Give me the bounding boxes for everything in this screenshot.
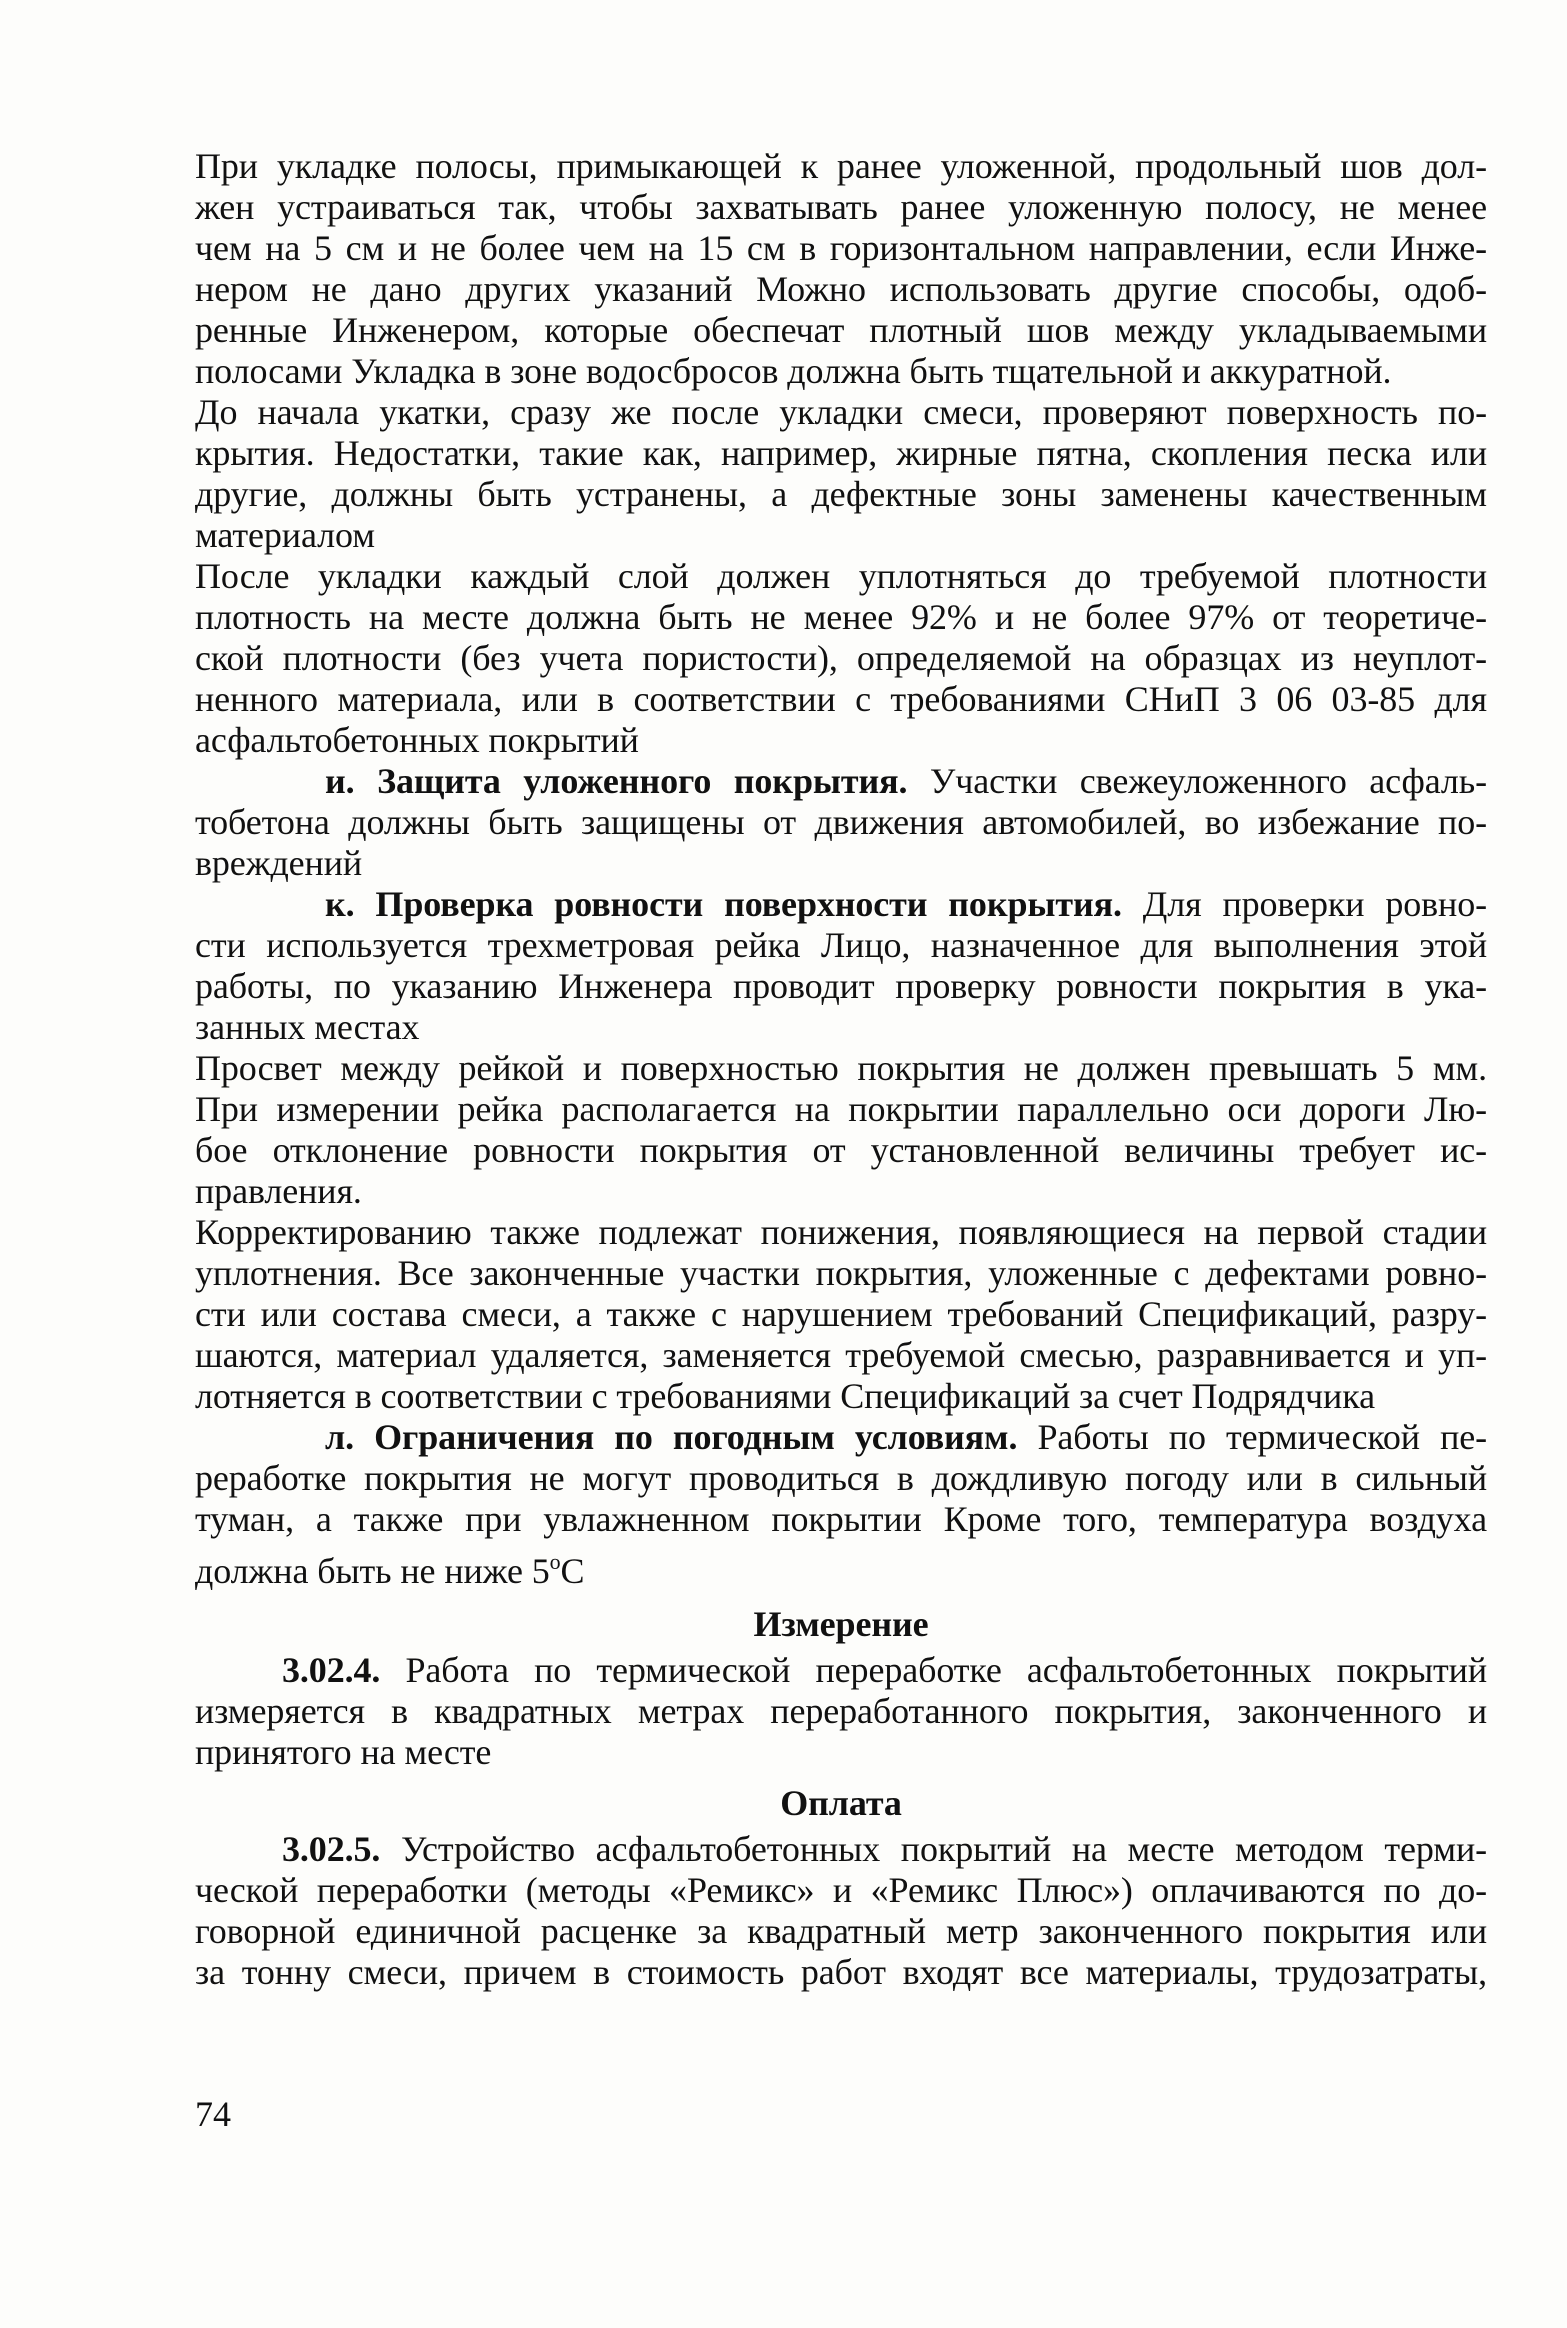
text-line: туман, а также при увлажненном покрытии Кроме того, температура воздуха	[195, 1499, 1487, 1539]
text-line: При измерении рейка располагается на покрытии параллельно оси дороги Лю-	[195, 1089, 1487, 1129]
text-line: тобетона должны быть защищены от движения автомобилей, во избежание по-	[195, 802, 1487, 842]
text-line: уплотнения. Все законченные участки покрытия, уложенные с дефектами ровно-	[195, 1253, 1487, 1293]
text-line	[195, 1417, 1487, 1458]
text-run: Работы по термической пе-	[1017, 1417, 1488, 1457]
text-line: Просвет между рейкой и поверхностью покрытия не должен превышать 5 мм.	[195, 1048, 1487, 1088]
text-line	[195, 761, 1487, 802]
section-heading-measurement: Измерение	[753, 1604, 929, 1644]
text-line: При укладке полосы, примыкающей к ранее уложенной, продольный шов дол-	[195, 146, 1487, 186]
text-line: После укладки каждый слой должен уплотняться до требуемой плотности	[195, 556, 1487, 596]
paragraph-protection	[195, 761, 1487, 884]
paragraph-surface-check	[195, 392, 1487, 556]
item-heading: л. Ограничения по погодным условиям.	[325, 1417, 1018, 1457]
text-line: реработке покрытия не могут проводиться в дождливую погоду или в сильный	[195, 1458, 1487, 1498]
text-line: лотняется в соответствии с требованиями Спецификаций за счет Подрядчика	[195, 1376, 1375, 1416]
text-line: До начала укатки, сразу же после укладки смеси, проверяют поверхность по-	[195, 392, 1487, 432]
section-number: 3.02.5.	[282, 1829, 381, 1869]
paragraph-longitudinal-seam	[195, 146, 1487, 392]
text-line: правления.	[195, 1171, 362, 1211]
text-line	[195, 884, 1487, 925]
text-line	[195, 1829, 1487, 1870]
text-line: Корректированию также подлежат понижения, появляющиеся на первой стадии	[195, 1212, 1487, 1252]
text-line: сти используется трехметровая рейка Лицо, назначенное для выполнения этой	[195, 925, 1487, 965]
text-line: сти или состава смеси, а также с нарушением требований Спецификаций, разру-	[195, 1294, 1487, 1334]
text-line: ческой переработки (методы «Ремикс» и «Ремикс Плюс») оплачиваются по до-	[195, 1870, 1487, 1910]
text-run: C	[560, 1551, 585, 1591]
text-line: измеряется в квадратных метрах переработанного покрытия, законченного и	[195, 1691, 1487, 1731]
paragraph-section-3-02-5	[195, 1829, 1487, 1993]
item-heading: и. Защита уложенного покрытия.	[325, 761, 908, 801]
item-heading: к. Проверка ровности поверхности покрытия.	[325, 884, 1122, 924]
page-number: 74	[195, 2094, 231, 2134]
text-line: за тонну смеси, причем в стоимость работ входят все материалы, трудозатраты,	[195, 1952, 1487, 1992]
text-line: ской плотности (без учета пористости), определяемой на образцах из неуплот-	[195, 638, 1487, 678]
text-line: работы, по указанию Инженера проводит проверку ровности покрытия в ука-	[195, 966, 1487, 1006]
paragraph-evenness-check	[195, 884, 1487, 1048]
text-run: Для проверки ровно-	[1121, 884, 1487, 924]
text-line	[195, 1650, 1487, 1691]
paragraph-section-3-02-4	[195, 1650, 1487, 1773]
paragraph-weather-limits	[195, 1417, 1487, 1594]
text-run: Участки свежеуложенного асфаль-	[907, 761, 1487, 801]
text-line: принятого на месте	[195, 1732, 492, 1772]
text-line: чем на 5 см и не более чем на 15 см в горизонтальном направлении, если Инже-	[195, 228, 1487, 268]
paragraph-corrections	[195, 1212, 1487, 1417]
body-text	[195, 146, 1487, 1993]
text-line: материалом	[195, 515, 375, 555]
text-run: Устройство асфальтобетонных покрытий на месте методом терми-	[380, 1829, 1487, 1869]
text-line: бое отклонение ровности покрытия от установленной величины требует ис-	[195, 1130, 1487, 1170]
text-line: полосами Укладка в зоне водосбросов должна быть тщательной и аккуратной.	[195, 351, 1392, 391]
text-run: должна быть не ниже 5	[195, 1551, 550, 1591]
section-number: 3.02.4.	[282, 1650, 381, 1690]
text-line: ренные Инженером, которые обеспечат плотный шов между укладываемыми	[195, 310, 1487, 350]
degree-superscript: o	[549, 1549, 561, 1574]
text-line: говорной единичной расценке за квадратный метр законченного покрытия или	[195, 1911, 1487, 1951]
text-run: Работа по термической переработке асфальтобетонных покрытий	[380, 1650, 1487, 1690]
text-line: нером не дано других указаний Можно использовать другие способы, одоб-	[195, 269, 1487, 309]
text-line: крытия. Недостатки, такие как, например, жирные пятна, скопления песка или	[195, 433, 1487, 473]
text-line: другие, должны быть устранены, а дефектные зоны заменены качественным	[195, 474, 1487, 514]
text-line: асфальтобетонных покрытий	[195, 720, 639, 760]
text-line: вреждений	[195, 843, 363, 883]
paragraph-gap-tolerance	[195, 1048, 1487, 1212]
text-line: плотность на месте должна быть не менее 92% и не более 97% от теоретиче-	[195, 597, 1487, 637]
section-heading-payment: Оплата	[780, 1783, 902, 1823]
text-line: жен устраиваться так, чтобы захватывать ранее уложенную полосу, не менее	[195, 187, 1487, 227]
text-line: шаются, материал удаляется, заменяется требуемой смесью, разравнивается и уп-	[195, 1335, 1487, 1375]
paragraph-compaction	[195, 556, 1487, 761]
text-line: ненного материала, или в соответствии с требованиями СНиП 3 06 03-85 для	[195, 679, 1487, 719]
text-line: занных местах	[195, 1007, 420, 1047]
text-line	[195, 1540, 1487, 1594]
